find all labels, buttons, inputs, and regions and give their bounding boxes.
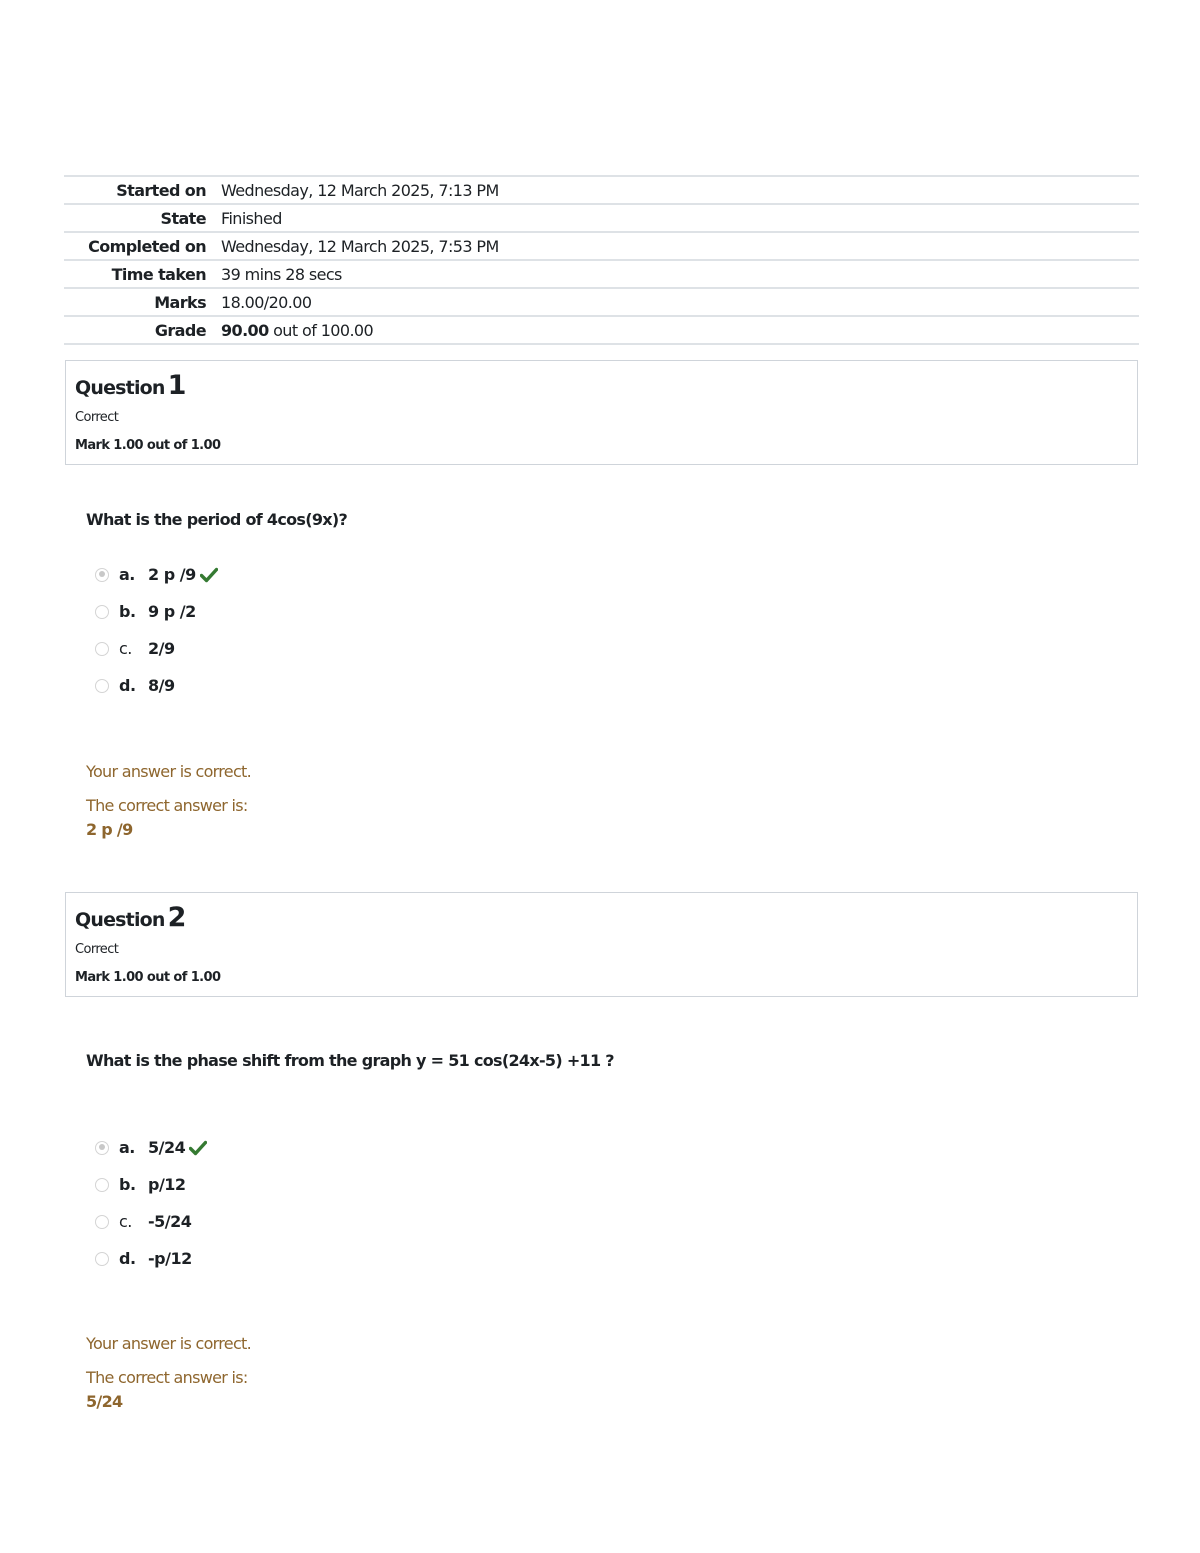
radio-button[interactable] bbox=[95, 1252, 109, 1266]
answer-letter: a. bbox=[119, 565, 135, 584]
answer-text: 8/9 bbox=[148, 676, 175, 695]
question-state: Correct bbox=[75, 942, 119, 957]
summary-value bbox=[221, 321, 1139, 340]
summary-value: 39 mins 28 secs bbox=[221, 264, 342, 284]
answer-option-a[interactable] bbox=[95, 556, 218, 593]
radio-button[interactable] bbox=[95, 642, 109, 656]
answer-text: -p/12 bbox=[148, 1249, 192, 1268]
question-title bbox=[75, 901, 1128, 939]
summary-label: Time taken bbox=[111, 264, 206, 284]
summary-row-completed bbox=[64, 233, 1139, 261]
radio-button[interactable] bbox=[95, 679, 109, 693]
summary-value: Wednesday, 12 March 2025, 7:53 PM bbox=[221, 236, 499, 256]
summary-label: State bbox=[160, 208, 206, 228]
answer-letter: d. bbox=[119, 676, 136, 695]
answer-option-b[interactable] bbox=[95, 1166, 207, 1203]
question-title-text: Question bbox=[75, 909, 165, 931]
summary-label: Completed on bbox=[88, 236, 206, 256]
question-1-answers bbox=[95, 556, 218, 704]
question-grade: Mark 1.00 out of 1.00 bbox=[75, 970, 221, 985]
answer-letter: b. bbox=[119, 1175, 136, 1194]
answer-text: 9 p /2 bbox=[148, 602, 196, 621]
feedback-text: Your answer is correct. bbox=[86, 762, 251, 781]
summary-row-marks bbox=[64, 289, 1139, 317]
summary-row-grade bbox=[64, 317, 1139, 345]
right-answer-label: The correct answer is: bbox=[86, 1368, 248, 1387]
feedback-text: Your answer is correct. bbox=[86, 1334, 251, 1353]
answer-option-d[interactable] bbox=[95, 667, 218, 704]
check-icon bbox=[189, 1140, 207, 1156]
answer-option-b[interactable] bbox=[95, 593, 218, 630]
grade-out-of: out of 100.00 bbox=[268, 320, 374, 340]
summary-label: Grade bbox=[154, 320, 206, 340]
question-1-text: What is the period of 4cos(9x)? bbox=[86, 510, 348, 529]
question-2-answers bbox=[95, 1129, 207, 1277]
answer-option-d[interactable] bbox=[95, 1240, 207, 1277]
summary-row-time-taken bbox=[64, 261, 1139, 289]
radio-button[interactable] bbox=[95, 1178, 109, 1192]
question-1-feedback bbox=[86, 762, 251, 842]
grade-score: 90.00 bbox=[221, 320, 269, 340]
question-1-info bbox=[65, 360, 1138, 465]
question-title-text: Question bbox=[75, 377, 165, 399]
summary-value: Wednesday, 12 March 2025, 7:13 PM bbox=[221, 180, 499, 200]
summary-label: Marks bbox=[154, 292, 206, 312]
question-title bbox=[75, 369, 1128, 407]
radio-button[interactable] bbox=[95, 1215, 109, 1229]
attempt-summary-table bbox=[64, 175, 1139, 345]
answer-text: 5/24 bbox=[148, 1138, 186, 1157]
answer-text: 2/9 bbox=[148, 639, 175, 658]
question-2-text: What is the phase shift from the graph y = 51 cos(24x-5) +11 ? bbox=[86, 1051, 614, 1070]
question-2-feedback bbox=[86, 1334, 251, 1414]
radio-button-selected[interactable] bbox=[95, 1141, 109, 1155]
summary-value: Finished bbox=[221, 208, 282, 228]
question-2-info bbox=[65, 892, 1138, 997]
summary-row-started bbox=[64, 177, 1139, 205]
right-answer-value: 2 p /9 bbox=[86, 820, 133, 839]
right-answer-value: 5/24 bbox=[86, 1392, 123, 1411]
answer-text: -5/24 bbox=[148, 1212, 192, 1231]
answer-option-a[interactable] bbox=[95, 1129, 207, 1166]
answer-letter: b. bbox=[119, 602, 136, 621]
radio-button[interactable] bbox=[95, 605, 109, 619]
summary-row-state bbox=[64, 205, 1139, 233]
radio-button-selected[interactable] bbox=[95, 568, 109, 582]
question-number: 1 bbox=[167, 370, 186, 401]
answer-option-c[interactable] bbox=[95, 630, 218, 667]
answer-letter: a. bbox=[119, 1138, 135, 1157]
right-answer-label: The correct answer is: bbox=[86, 796, 248, 815]
answer-letter: d. bbox=[119, 1249, 136, 1268]
question-number: 2 bbox=[167, 902, 186, 933]
check-icon bbox=[200, 567, 218, 583]
answer-text: 2 p /9 bbox=[148, 565, 196, 584]
summary-value: 18.00/20.00 bbox=[221, 292, 312, 312]
answer-option-c[interactable] bbox=[95, 1203, 207, 1240]
answer-text: p/12 bbox=[148, 1175, 186, 1194]
answer-letter: c. bbox=[119, 639, 132, 658]
answer-letter: c. bbox=[119, 1212, 132, 1231]
question-grade: Mark 1.00 out of 1.00 bbox=[75, 438, 221, 453]
summary-label: Started on bbox=[116, 180, 206, 200]
question-state: Correct bbox=[75, 410, 119, 425]
